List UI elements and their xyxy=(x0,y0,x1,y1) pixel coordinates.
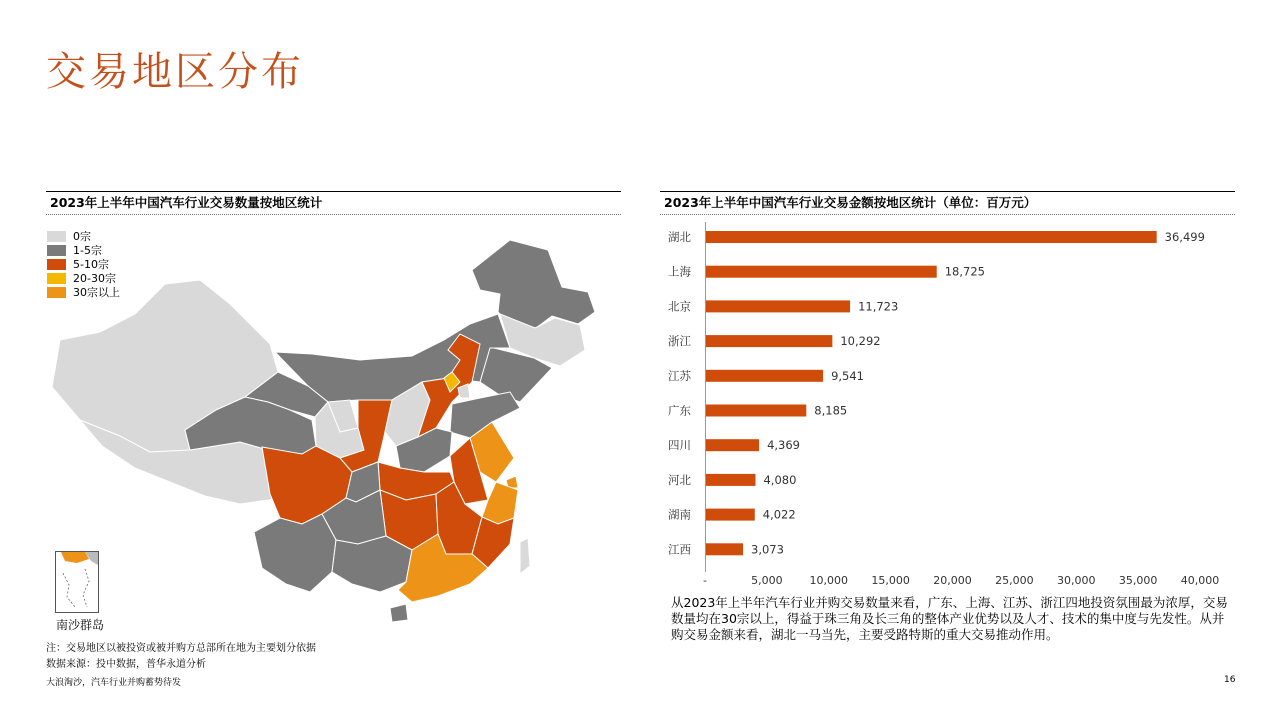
data-label: 4,369 xyxy=(767,438,801,453)
data-label: 36,499 xyxy=(1164,230,1205,244)
category-label: 四川 xyxy=(668,438,691,453)
data-label: 11,723 xyxy=(858,299,899,314)
category-label: 北京 xyxy=(668,299,691,314)
page-number: 16 xyxy=(1224,675,1236,685)
data-label: 4,080 xyxy=(763,472,797,487)
region-hainan xyxy=(390,604,408,622)
x-tick-label: 25,000 xyxy=(995,574,1034,587)
legend-label: 30宗以上 xyxy=(73,286,120,299)
region-guangxi xyxy=(332,536,412,592)
summary-text: 从2023年上半年汽车行业并购交易数量来看，广东、上海、江苏、浙江四地投资氛围最为浓厚，交易数量均在30宗以上，得益于珠三角及长三角的整体产业优势以及人才、技术的集中度与先发性。从并购交易金额来看，湖北一马当先，主要受路特斯的重大交易推动作用。 xyxy=(671,595,1228,642)
data-label: 8,185 xyxy=(814,403,848,418)
bar-chart xyxy=(660,222,1235,592)
category-label: 广东 xyxy=(668,403,691,418)
x-tick-label: 5,000 xyxy=(751,574,783,587)
x-tick-label: 10,000 xyxy=(809,574,848,587)
bar xyxy=(705,405,806,417)
x-tick-label: 15,000 xyxy=(871,574,910,587)
bar xyxy=(705,370,823,382)
map-panel-heading: 2023年上半年中国汽车行业交易数量按地区统计 xyxy=(46,191,621,215)
region-yunnan xyxy=(254,514,336,592)
data-label: 4,022 xyxy=(762,507,796,522)
south-sea-inset xyxy=(55,551,99,613)
data-label: 18,725 xyxy=(944,264,985,279)
x-tick-label: 40,000 xyxy=(1180,574,1220,587)
bar-panel-heading: 2023年上半年中国汽车行业交易金额按地区统计（单位：百万元） xyxy=(660,191,1235,215)
legend-label: 0宗 xyxy=(73,230,91,243)
x-tick-label: - xyxy=(703,574,707,587)
region-heilongjiang xyxy=(472,240,595,328)
bar xyxy=(705,509,755,521)
category-label: 湖北 xyxy=(668,230,691,244)
legend-label: 5-10宗 xyxy=(73,258,109,271)
inset-label: 南沙群岛 xyxy=(56,618,105,632)
category-label: 浙江 xyxy=(668,334,691,349)
category-label: 河北 xyxy=(668,472,691,487)
category-label: 江苏 xyxy=(668,368,691,383)
legend-label: 1-5宗 xyxy=(73,244,102,257)
data-label: 3,073 xyxy=(751,542,784,557)
region-taiwan xyxy=(520,538,530,574)
bar xyxy=(705,439,759,451)
data-label: 9,541 xyxy=(831,368,865,383)
legend-label: 20-30宗 xyxy=(73,272,116,285)
data-source: 数据来源：投中数据，普华永道分析 xyxy=(46,659,206,670)
bar xyxy=(705,474,755,486)
x-tick-label: 20,000 xyxy=(933,574,972,587)
category-label: 江西 xyxy=(668,542,691,557)
data-label: 10,292 xyxy=(840,334,881,349)
x-tick-label: 30,000 xyxy=(1057,574,1096,587)
category-label: 湖南 xyxy=(668,507,691,522)
region-zhejiang xyxy=(482,482,518,524)
map-note: 注：交易地区以被投资或被并购方总部所在地为主要划分依据 xyxy=(46,643,316,654)
category-label: 上海 xyxy=(668,264,691,279)
bar xyxy=(705,543,743,555)
footer-title: 大浪淘沙，汽车行业并购蓄势待发 xyxy=(46,678,182,688)
bar xyxy=(705,266,937,278)
bar xyxy=(705,335,832,347)
china-map xyxy=(40,232,610,627)
page-title: 交易地区分布 xyxy=(46,49,304,95)
bar xyxy=(705,300,850,312)
bar xyxy=(705,231,1157,243)
x-tick-label: 35,000 xyxy=(1118,574,1158,587)
